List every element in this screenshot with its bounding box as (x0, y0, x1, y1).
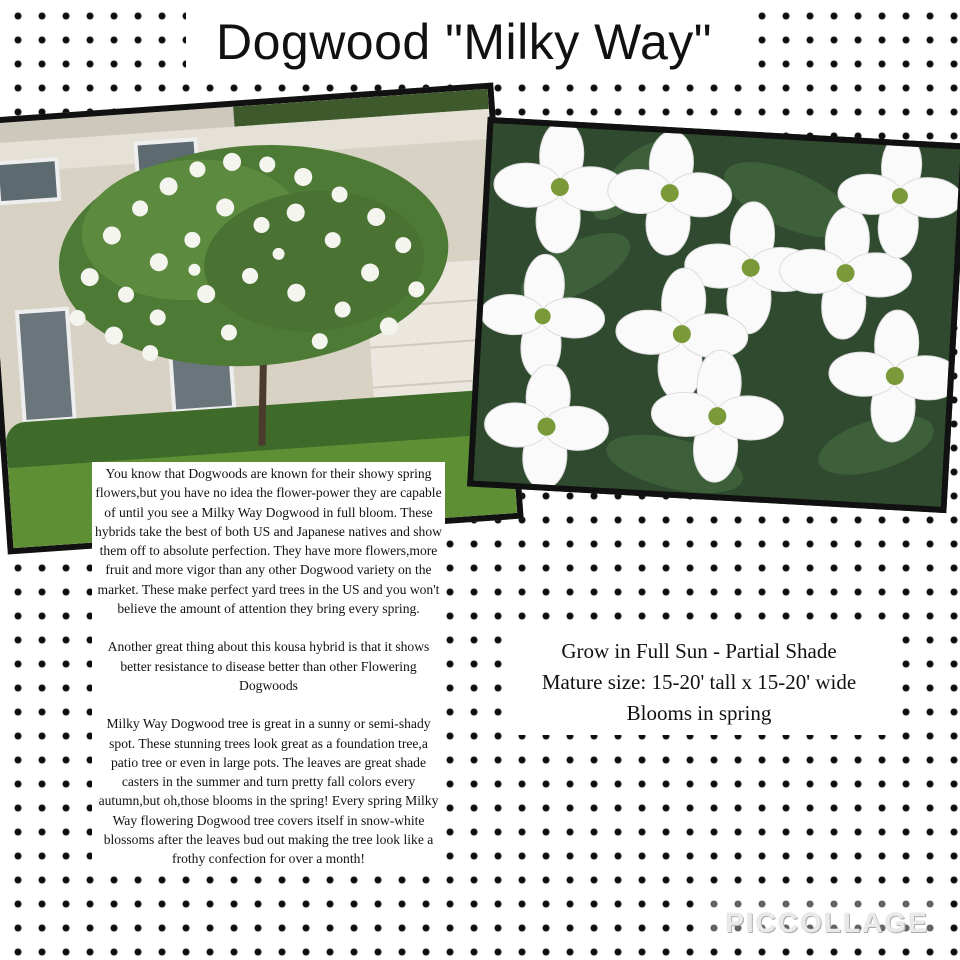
description-paragraph-2: Another great thing about this kousa hybrid is that it shows better resistance to disease better than other Flowering Dogwoods (107, 639, 430, 693)
watermark-text: PICCOLLAGE (725, 907, 929, 938)
dogwood-flowers-photo (467, 117, 960, 513)
page-title: Dogwood "Milky Way" (215, 14, 713, 70)
growing-info-block (506, 632, 892, 735)
mature-size: Mature size: 15-20' tall x 15-20' wide (541, 670, 857, 694)
flowers-illustration (473, 123, 960, 507)
bloom-season: Blooms in spring (626, 701, 772, 725)
description-paragraph-3: Milky Way Dogwood tree is great in a sunny or semi-shady spot. These stunning trees look great as a foundation tree,a patio tree or even in large pots. The leaves are great shade casters in the summer and turn pretty fall colors every autumn,but oh,those blooms in the spring! Every spring Milky Way flowering Dogwood tree covers itself in snow-white blossoms after the leaves bud out making the tree look like a frothy confection for over a month! (98, 716, 439, 867)
title-banner (186, 6, 742, 78)
description-paragraph-1: You know that Dogwoods are known for their showy spring flowers,but you have no idea the flower-power they are capable of until you see a Milky Way Dogwood in full bloom. These hybrids take the best of both US and Japanese natives and show them off to absolute perfection. They have more flowers,more fruit and more vigor than any other Dogwood variety on the market. These make perfect yard trees in the US and you won't believe the amount of attention they bring every spring. (95, 466, 442, 617)
description-text-block (92, 462, 445, 873)
light-requirement: Grow in Full Sun - Partial Shade (561, 639, 837, 663)
piccollage-watermark (706, 898, 948, 948)
